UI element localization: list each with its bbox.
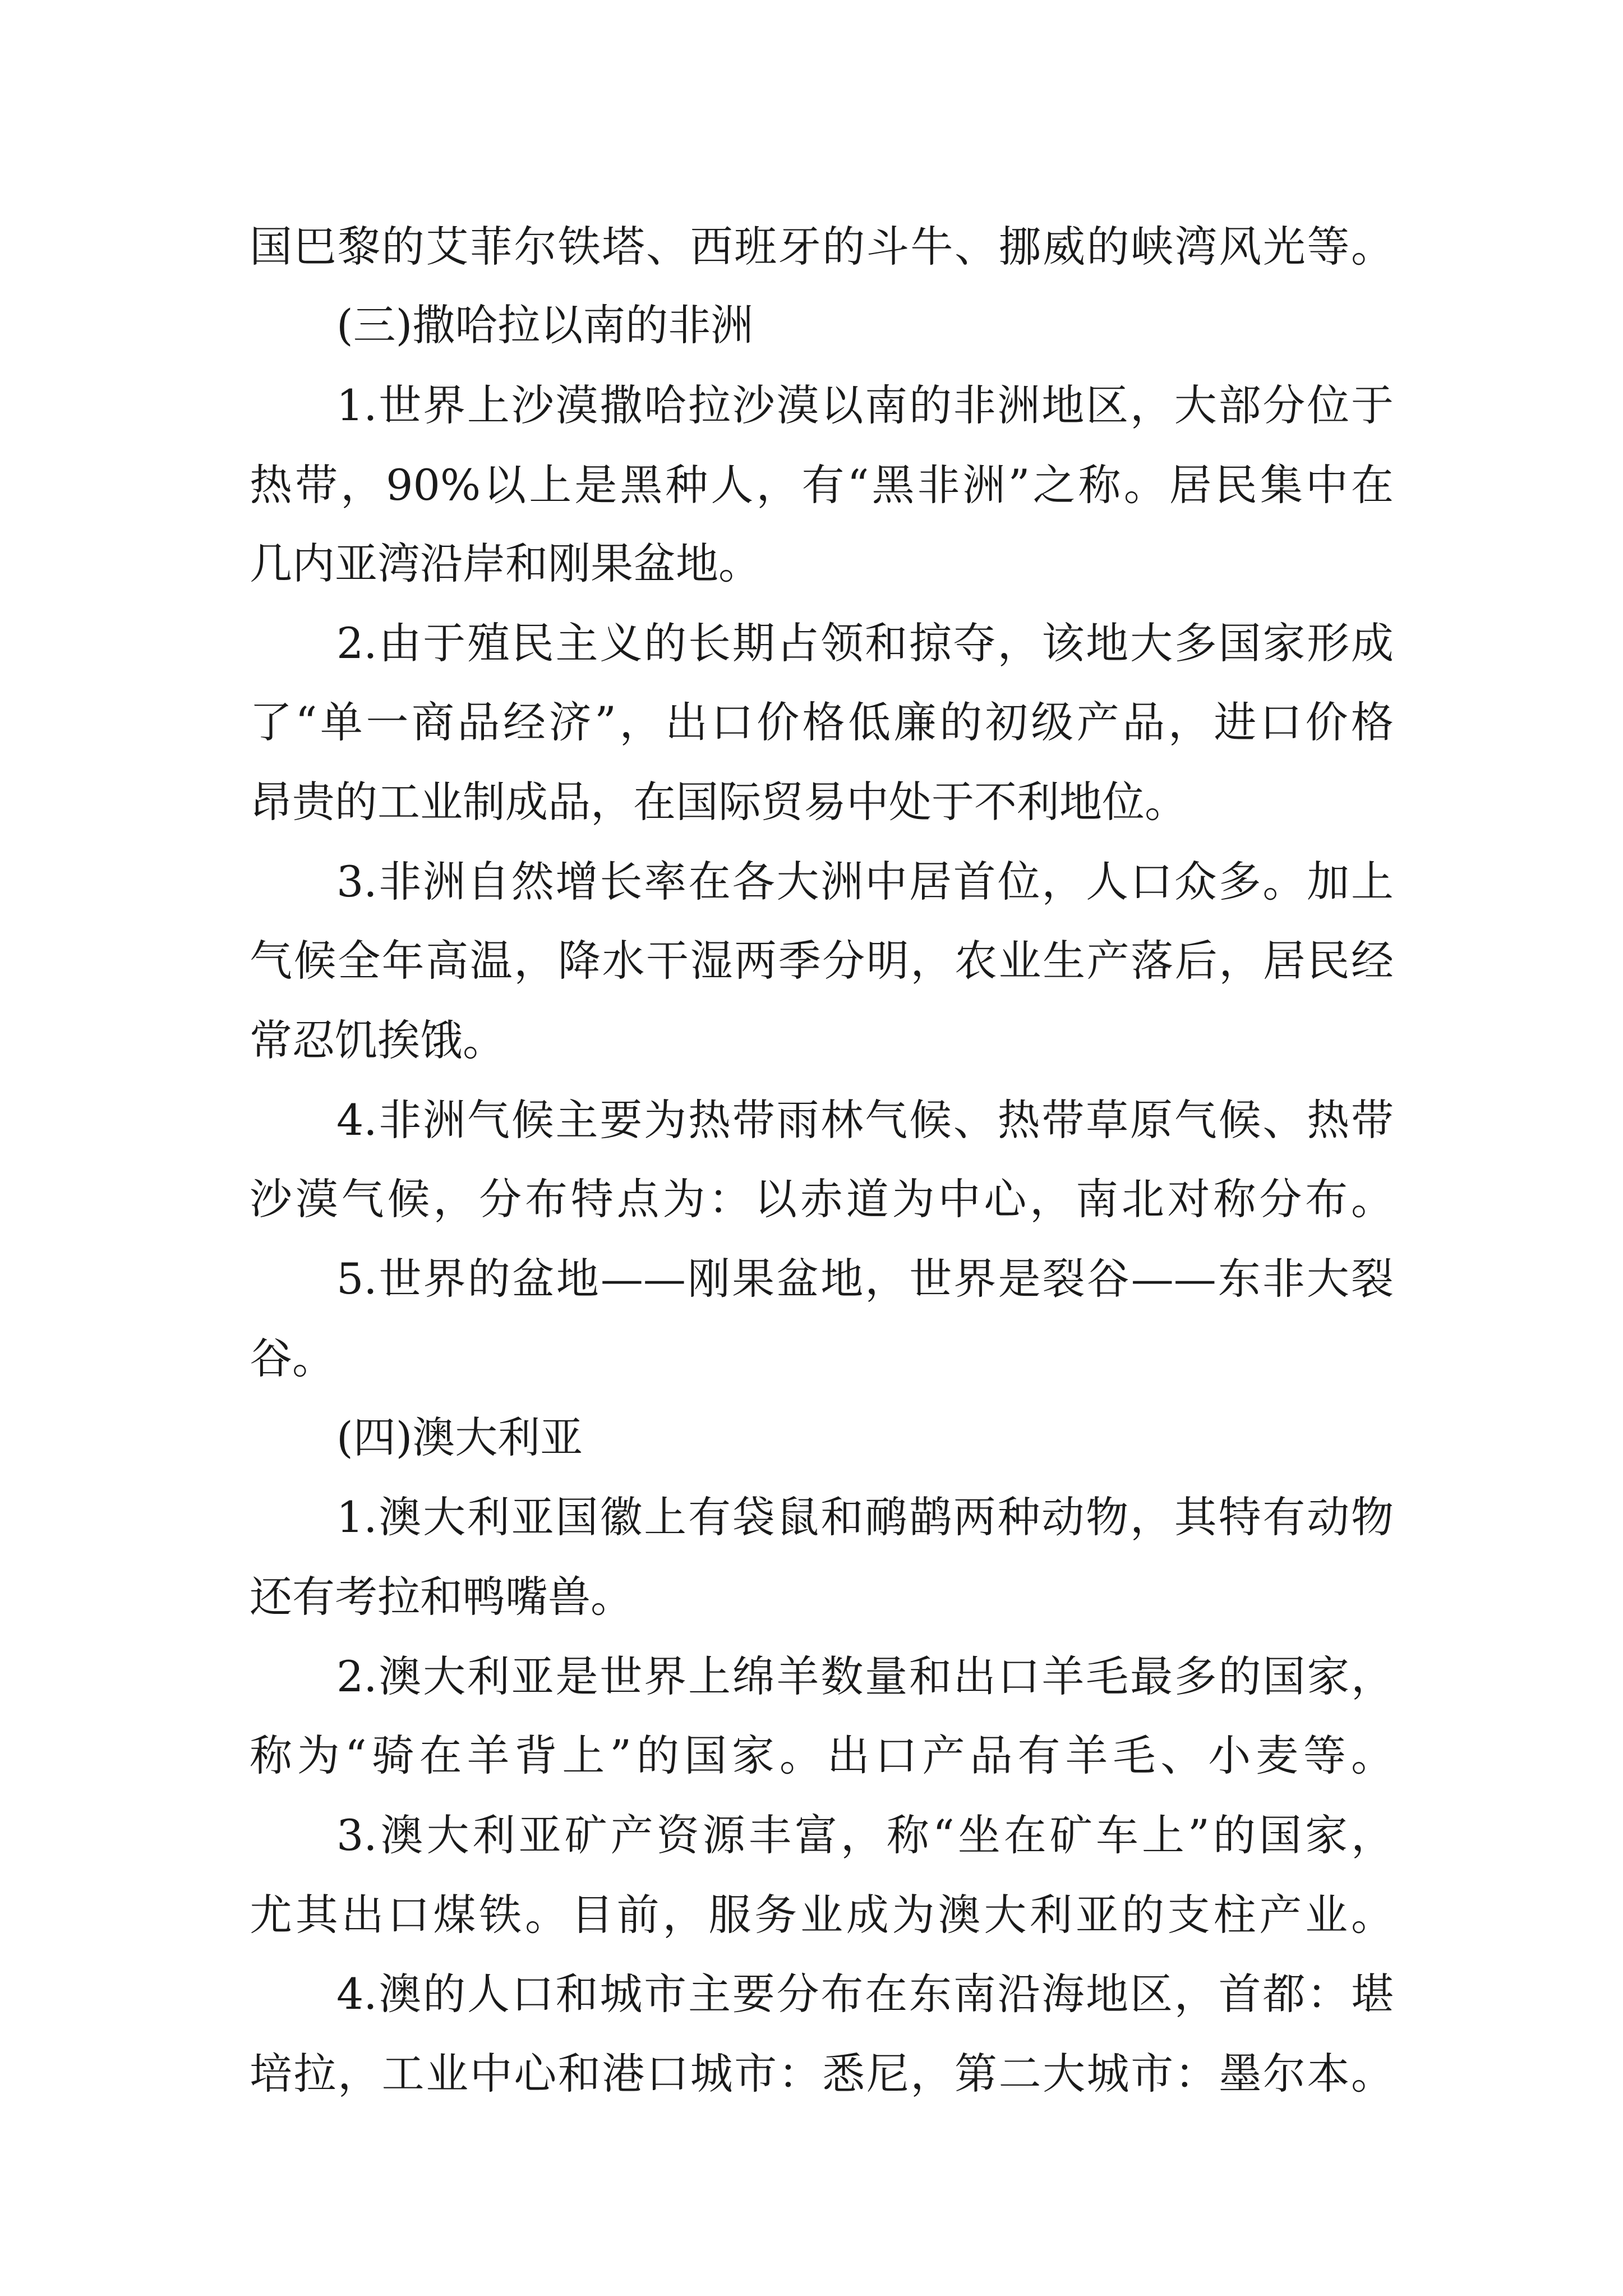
text-line: 还有考拉和鸭嘴兽。 <box>250 1572 633 1622</box>
text-line: 气候全年高温，降水干湿两季分明，农业生产落后，居民经 <box>250 936 1394 986</box>
text-line: 昂贵的工业制成品，在国际贸易中处于不利地位。 <box>250 777 1187 827</box>
text-line: 2.由于殖民主义的长期占领和掠夺，该地大多国家形成 <box>336 618 1394 668</box>
section-heading: (三)撒哈拉以南的非洲 <box>336 300 754 350</box>
text-line: 2.澳大利亚是世界上绵羊数量和出口羊毛最多的国家， <box>336 1651 1394 1701</box>
text-line: 5.世界的盆地——刚果盆地，世界是裂谷——东非大裂 <box>336 1254 1394 1304</box>
text-line: 培拉，工业中心和港口城市：悉尼，第二大城市：墨尔本。 <box>250 2049 1394 2099</box>
text-line: 称为“骑在羊背上”的国家。出口产品有羊毛、小麦等。 <box>250 1731 1394 1780</box>
text-line: 谷。 <box>250 1333 335 1383</box>
text-line: 1.世界上沙漠撒哈拉沙漠以南的非洲地区，大部分位于 <box>336 380 1394 430</box>
text-line: 几内亚湾沿岸和刚果盆地。 <box>250 539 761 588</box>
text-line: 热带，90%以上是黑种人，有“黑非洲”之称。居民集中在 <box>250 460 1394 510</box>
text-line: 4.澳的人口和城市主要分布在东南沿海地区，首都：堪 <box>336 1969 1394 2019</box>
section-heading: (四)澳大利亚 <box>336 1412 583 1462</box>
text-line: 3.澳大利亚矿产资源丰富，称“坐在矿车上”的国家， <box>336 1810 1394 1860</box>
text-line: 沙漠气候，分布特点为：以赤道为中心，南北对称分布。 <box>250 1174 1394 1224</box>
text-line: 尤其出口煤铁。目前，服务业成为澳大利亚的支柱产业。 <box>250 1890 1394 1940</box>
text-line: 常忍饥挨饿。 <box>250 1015 505 1065</box>
text-line: 国巴黎的艾菲尔铁塔、西班牙的斗牛、挪威的峡湾风光等。 <box>250 222 1394 272</box>
text-line: 3.非洲自然增长率在各大洲中居首位，人口众多。加上 <box>336 857 1394 907</box>
text-line: 4.非洲气候主要为热带雨林气候、热带草原气候、热带 <box>336 1095 1394 1145</box>
text-line: 1.澳大利亚国徽上有袋鼠和鸸鹋两种动物，其特有动物 <box>336 1492 1394 1542</box>
text-line: 了“单一商品经济”，出口价格低廉的初级产品，进口价格 <box>250 697 1394 747</box>
